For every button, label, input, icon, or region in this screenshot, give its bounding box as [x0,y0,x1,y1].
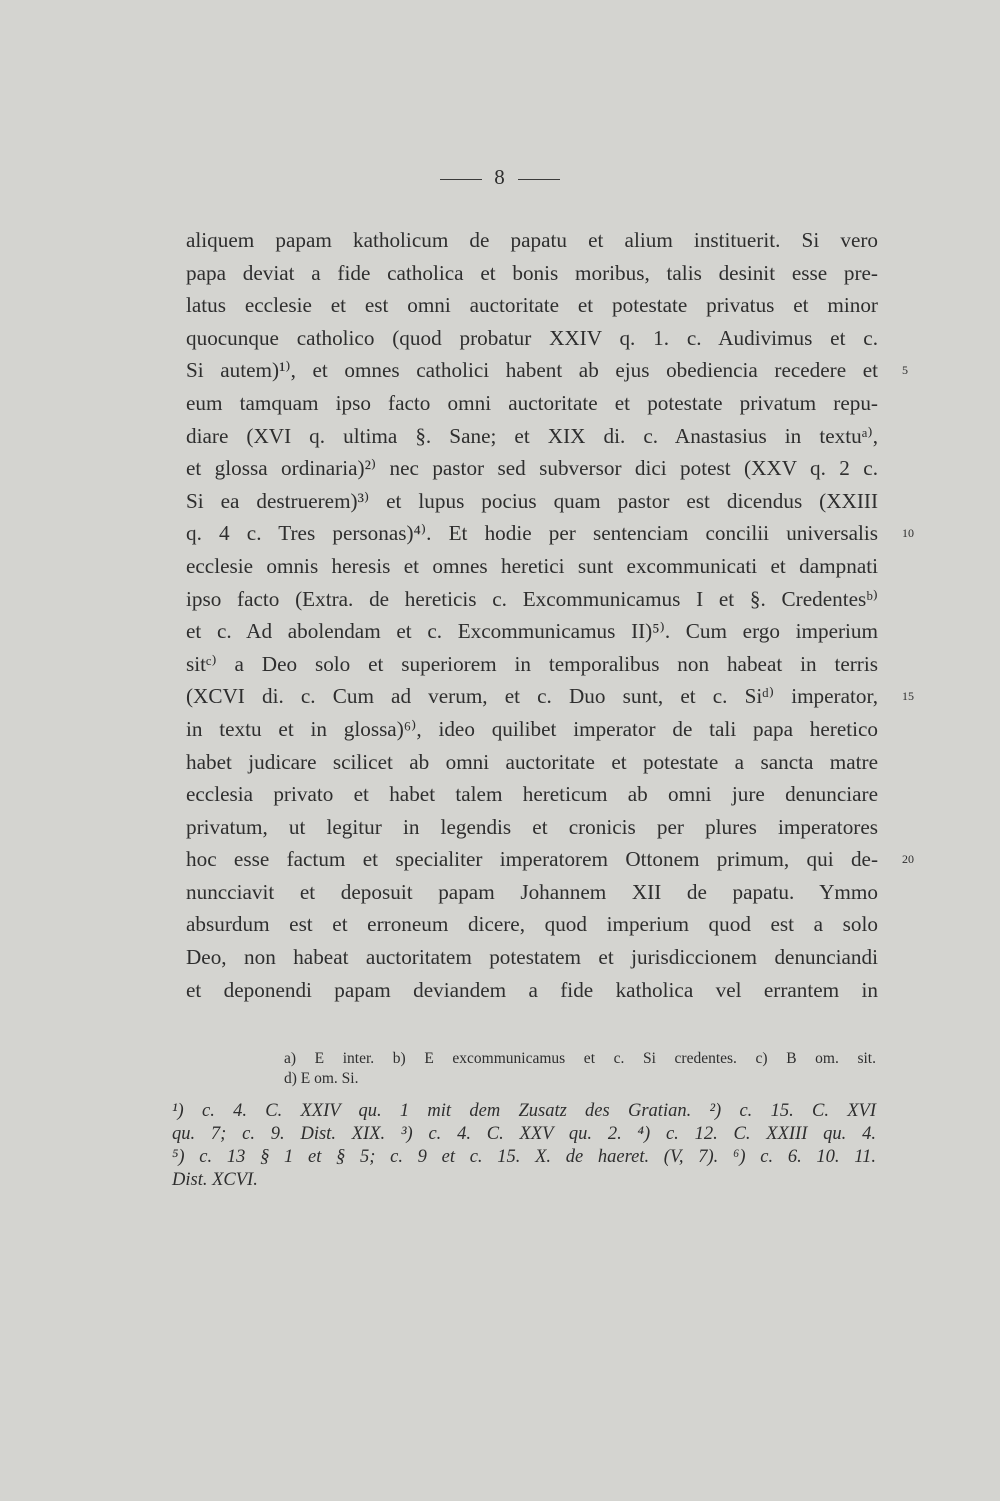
text-line: diare (XVI q. ultima §. Sane; et XIX di. c. Anastasius in textuᵃ⁾, [186,423,878,448]
header-rule-left [440,179,482,180]
text-line: q. 4 c. Tres personas)⁴⁾. Et hodie per sentenciam concilii universalis 10 [186,517,878,550]
text-line: habet judicare scilicet ab omni auctoritate et potestate a sancta matre [186,749,878,774]
footnote-line: qu. 7; c. 9. Dist. XIX. ³) c. 4. C. XXV qu. 2. ⁴) c. 12. C. XXIII qu. 4. [172,1124,876,1144]
text-line: eum tamquam ipso facto omni auctoritate et potestate privatum repu- [186,390,878,415]
variant-note-line: a) E inter. b) E excommunicamus et c. Si credentes. c) B om. sit. [284,1050,876,1067]
text-line: aliquem papam katholicum de papatu et alium instituerit. Si vero [186,228,878,252]
text-line: ecclesia privato et habet talem hereticum ab omni jure denunciare [186,782,878,807]
text-line: latus ecclesie et est omni auctoritate et potestate privatus et minor [186,293,878,318]
text-line: Si ea destruerem)³⁾ et lupus pocius quam pastor est dicendus (XXIII [186,488,878,513]
text-line: (XCVI di. c. Cum ad verum, et c. Duo sunt, et c. Siᵈ⁾ imperator, 15 [186,680,878,713]
line-number: 10 [902,526,914,541]
footnote-line: Dist. XCVI. [172,1170,258,1190]
variant-notes [284,1049,876,1089]
line-number: 15 [902,689,914,704]
source-footnotes [172,1100,876,1192]
text-line: quocunque catholico (quod probatur XXIV q. 1. c. Audivimus et c. [186,325,878,350]
text-line: et glossa ordinaria)²⁾ nec pastor sed subversor dici potest (XXV q. 2 c. [186,456,878,481]
text-line: Deo, non habeat auctoritatem potestatem et jurisdiccionem denunciandi [186,945,878,970]
text-line: papa deviat a fide catholica et bonis moribus, talis desinit esse pre- [186,260,878,285]
text-line: ipso facto (Extra. de hereticis c. Excommunicamus I et §. Credentesᵇ⁾ [186,586,878,611]
header-rule-right [518,179,560,180]
text-line: Si autem)¹⁾, et omnes catholici habent ab ejus obediencia recedere et 5 [186,354,878,387]
page-number: 8 [494,165,506,189]
footnote-line: ⁵) c. 13 § 1 et § 5; c. 9 et c. 15. X. de haeret. (V, 7). ⁶) c. 6. 10. 11. [172,1147,876,1167]
text-line: et c. Ad abolendam et c. Excommunicamus II)⁵⁾. Cum ergo imperium [186,619,878,644]
text-line: ecclesie omnis heresis et omnes heretici sunt excommunicati et dampnati [186,553,878,578]
text-line: absurdum est et erroneum dicere, quod imperium quod est a solo [186,912,878,937]
main-text-block [186,224,914,1006]
text-line: in textu et in glossa)⁶⁾, ideo quilibet imperator de tali papa heretico [186,716,878,741]
text-line: nuncciavit et deposuit papam Johannem XII de papatu. Ymmo [186,879,878,904]
line-number: 20 [902,852,914,867]
text-line: et deponendi papam deviandem a fide katholica vel errantem in [186,977,878,1002]
variant-note-line: d) E om. Si. [284,1070,359,1087]
text-line: privatum, ut legitur in legendis et cronicis per plures imperatores [186,814,878,839]
text-line: sitᶜ⁾ a Deo solo et superiorem in temporalibus non habeat in terris [186,651,878,676]
page-header [0,165,1000,190]
line-number: 5 [902,363,908,378]
text-line: hoc esse factum et specialiter imperatorem Ottonem primum, qui de- 20 [186,843,878,876]
footnote-line: ¹) c. 4. C. XXIV qu. 1 mit dem Zusatz des Gratian. ²) c. 15. C. XVI [172,1101,876,1121]
